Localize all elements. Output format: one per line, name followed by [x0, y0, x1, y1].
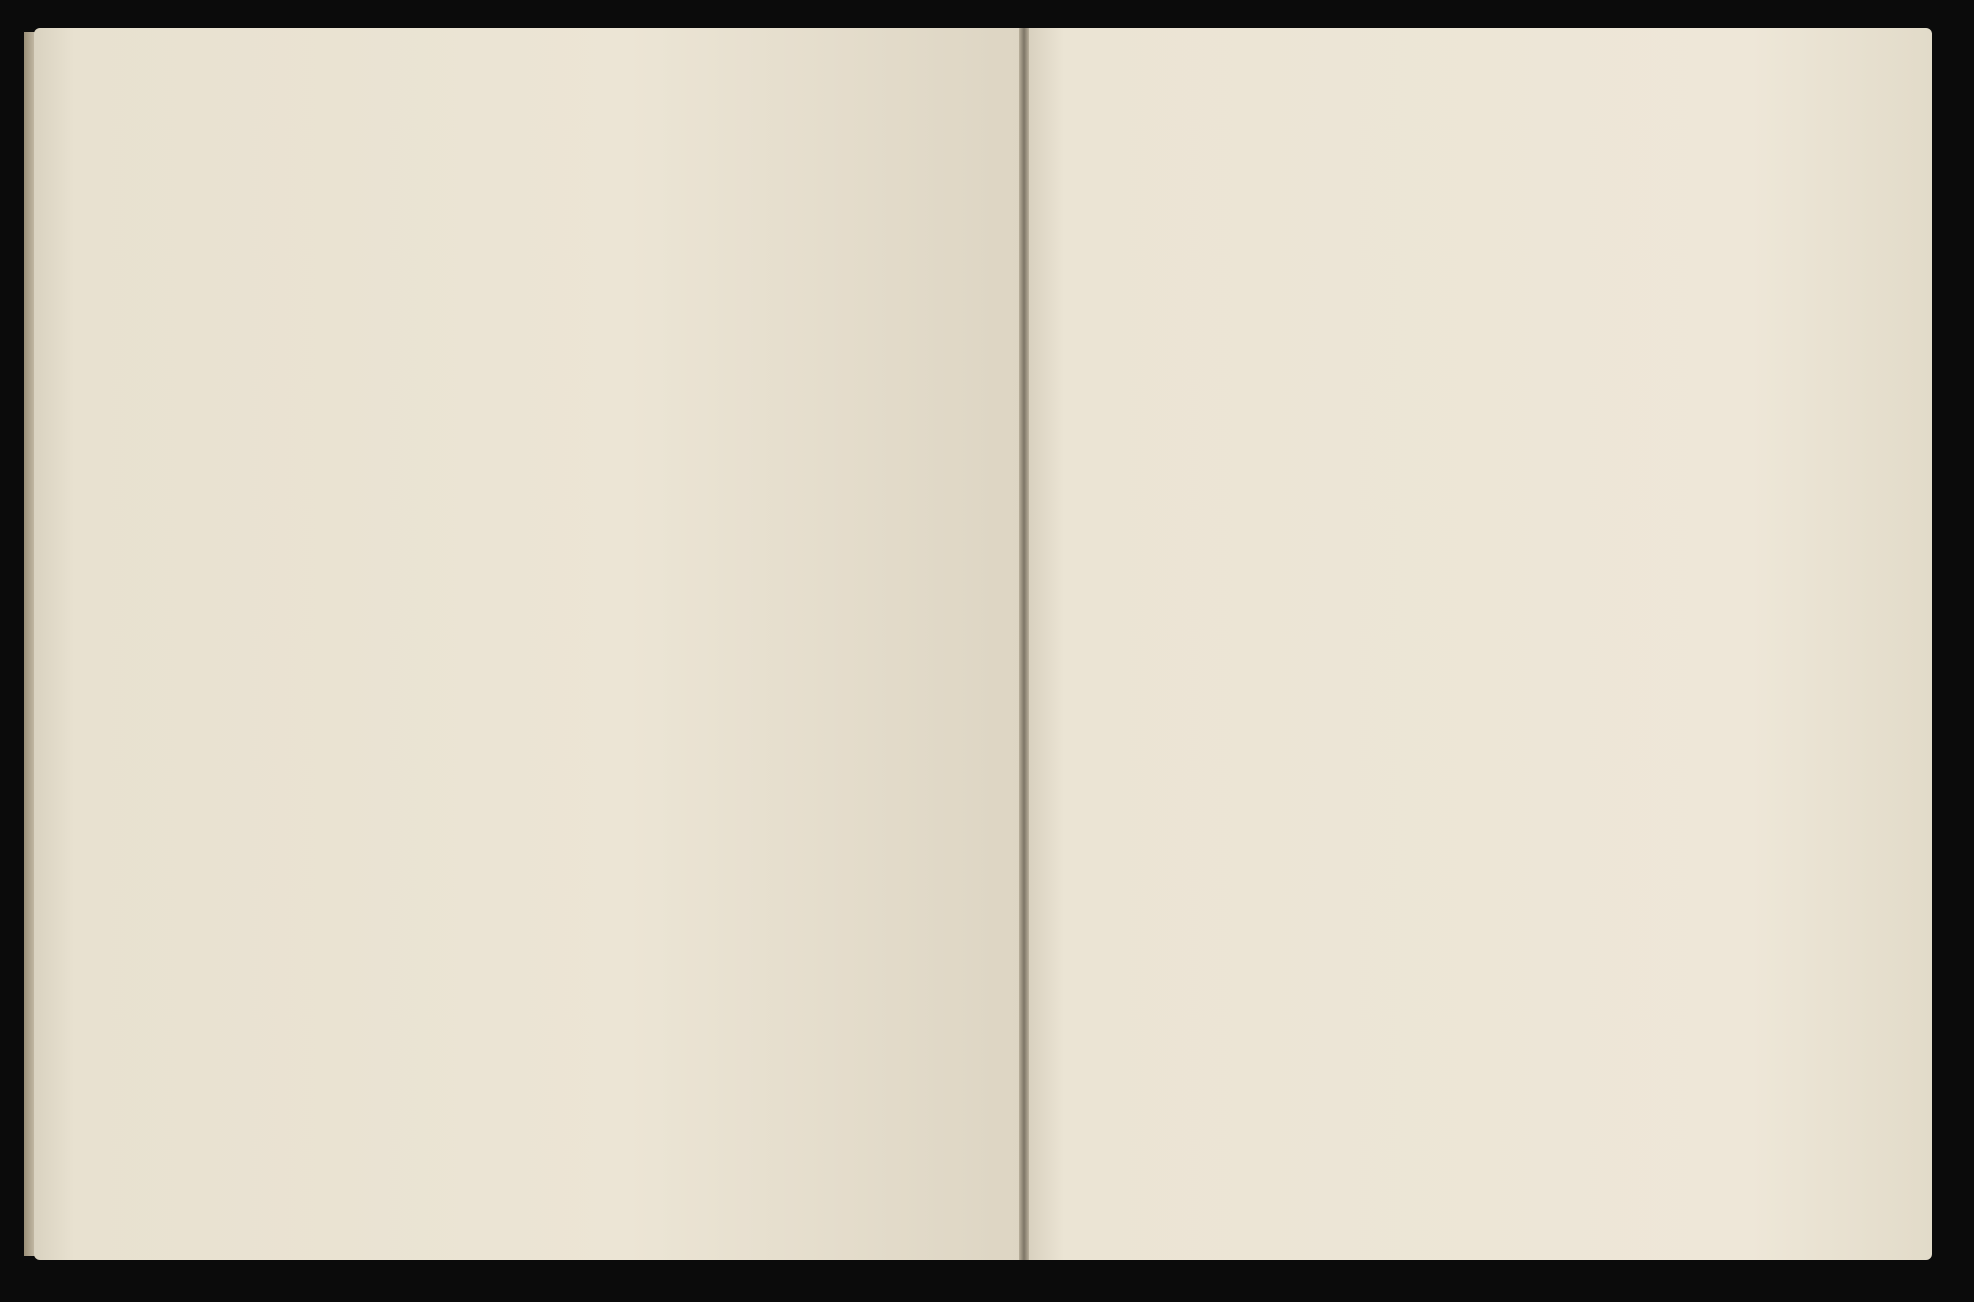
book-spine: [1019, 28, 1029, 1260]
open-book: [24, 28, 1942, 1276]
right-page: [1024, 28, 1932, 1260]
left-page: [34, 28, 1024, 1260]
